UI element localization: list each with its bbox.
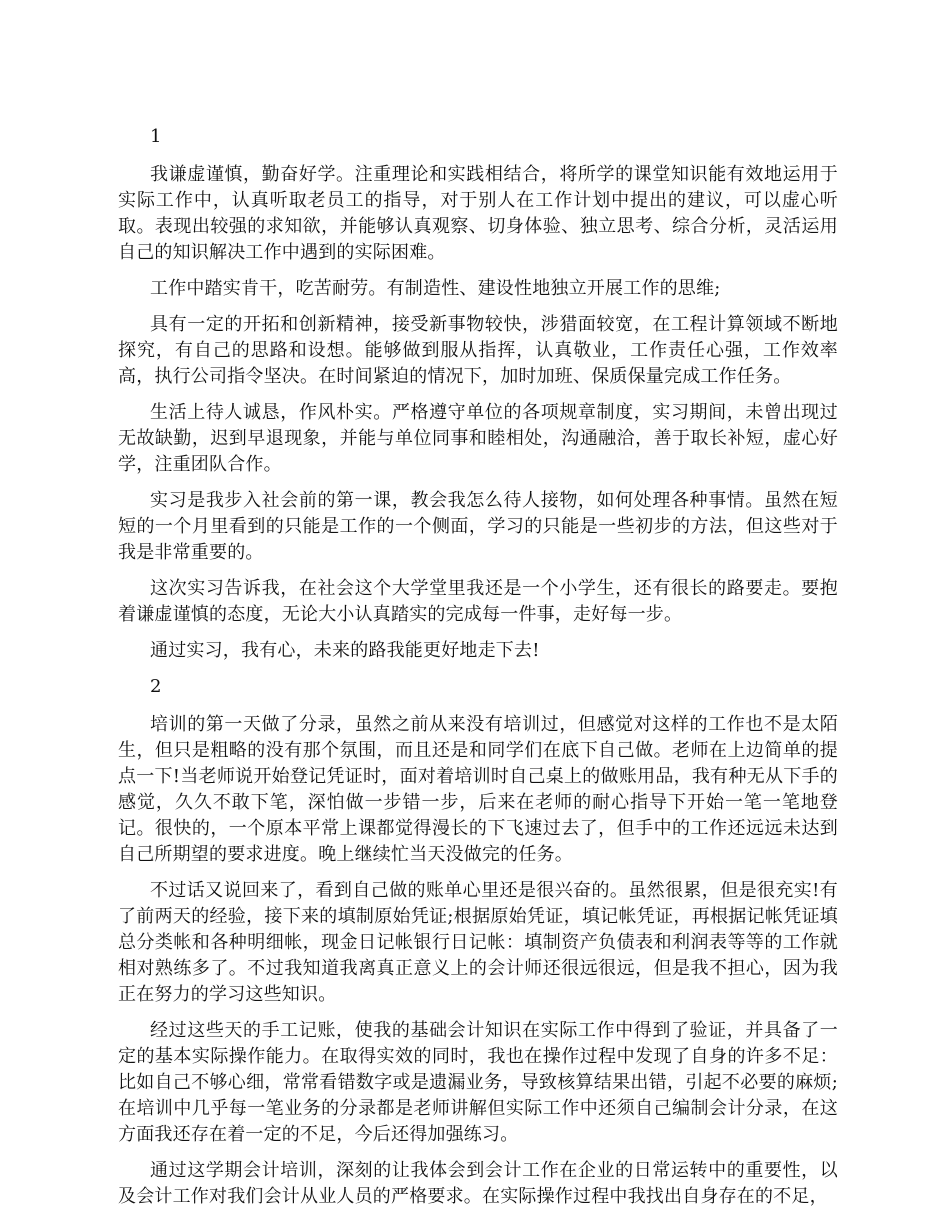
paragraph: 工作中踏实肯干，吃苦耐劳。有制造性、建设性地独立开展工作的思维;	[150, 278, 721, 299]
paragraph: 实习是我步入社会前的第一课，教会我怎么待人接物，如何处理各种事情。虽然在短短的一个月里看到的只能是工作的一个侧面，学习的只能是一些初步的方法，但这些对于我是非常重要的。	[118, 490, 838, 563]
paragraph: 具有一定的开拓和创新精神，接受新事物较快，涉猎面较宽，在工程计算领域不断地探究，有自己的思路和设想。能够做到服从指挥，认真敬业，工作责任心强，工作效率高，执行公司指令坚决。在时间紧迫的情况下，加时加班、保质保量完成工作任务。	[118, 314, 838, 387]
section-number: 2	[150, 676, 162, 697]
document-body	[118, 124, 838, 1220]
paragraph: 培训的第一天做了分录，虽然之前从来没有培训过，但感觉对这样的工作也不是太陌生，但只是粗略的没有那个氛围，而且还是和同学们在底下自己做。老师在上边简单的提点一下!当老师说开始登记凭证时，面对着培训时自己桌上的做账用品，我有种无从下手的感觉，久久不敢下笔，深怕做一步错一步，后来在老师的耐心指导下开始一笔一笔地登记。很快的，一个原本平常上课都觉得漫长的下飞速过去了，但手中的工作还远远未达到自己所期望的要求进度。晚上继续忙当天没做完的任务。	[118, 714, 838, 865]
paragraph: 通过实习，我有心，未来的路我能更好地走下去!	[150, 640, 540, 661]
section-number: 1	[150, 126, 162, 147]
paragraph: 经过这些天的手工记账，使我的基础会计知识在实际工作中得到了验证，并具备了一定的基本实际操作能力。在取得实效的同时，我也在操作过程中发现了自身的许多不足：比如自己不够心细，常常看错数字或是遗漏业务，导致核算结果出错，引起不必要的麻烦;在培训中几乎每一笔业务的分录都是老师讲解但实际工作中还须自己编制会计分录，在这方面我还存在着一定的不足，今后还得加强练习。	[118, 1020, 838, 1145]
paragraph: 这次实习告诉我，在社会这个大学堂里我还是一个小学生，还有很长的路要走。要抱着谦虚谨慎的态度，无论大小认真踏实的完成每一件事，走好每一步。	[118, 578, 838, 625]
paragraph: 我谦虚谨慎，勤奋好学。注重理论和实践相结合，将所学的课堂知识能有效地运用于实际工作中，认真听取老员工的指导，对于别人在工作计划中提出的建议，可以虚心听取。表现出较强的求知欲，并能够认真观察、切身体验、独立思考、综合分析，灵活运用自己的知识解决工作中遇到的实际困难。	[118, 164, 838, 263]
paragraph: 生活上待人诚恳，作风朴实。严格遵守单位的各项规章制度，实习期间，未曾出现过无故缺勤，迟到早退现象，并能与单位同事和睦相处，沟通融洽，善于取长补短，虚心好学，注重团队合作。	[118, 402, 838, 475]
paragraph: 通过这学期会计培训，深刻的让我体会到会计工作在企业的日常运转中的重要性，以及会计工作对我们会计从业人员的严格要求。在实际操作过程中我找出自身存在的不足，	[118, 1160, 838, 1207]
paragraph: 不过话又说回来了，看到自己做的账单心里还是很兴奋的。虽然很累，但是很充实!有了前两天的经验，接下来的填制原始凭证;根据原始凭证，填记帐凭证，再根据记帐凭证填总分类帐和各种明细帐，现金日记帐银行日记帐：填制资产负债表和利润表等等的工作就相对熟练多了。不过我知道我离真正意义上的会计师还很远很远，但是我不担心，因为我正在努力的学习这些知识。	[118, 880, 838, 1005]
